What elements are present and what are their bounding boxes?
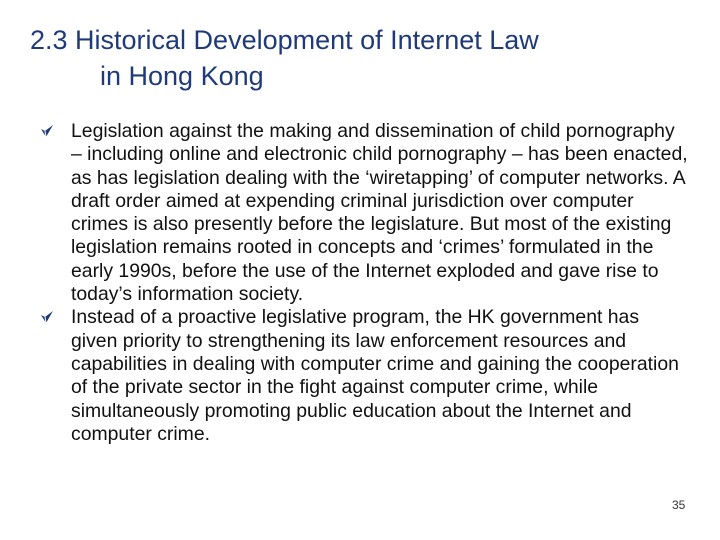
bullet-item-legislation [40,120,690,306]
page-number: 35 [672,498,686,512]
bullet-text: Legislation against the making and dissemination of child pornography – including online and electronic child pornography – has been enacted, as has legislation dealing with the ‘wiretapping’ of computer networks. A draft order aimed at expending criminal jurisdiction over computer crimes is also presently before the legislature. But most of the existing legislation remains rooted in concepts and ‘crimes’ formulated in the early 1990s, before the use of the Internet exploded and gave rise to today’s information society. [71,120,688,306]
slide-title [30,22,690,94]
bullet-list [40,120,690,446]
checkmark-diamond-icon [40,310,54,324]
bullet-item-proactive-program [40,306,690,446]
checkmark-diamond-icon [40,124,54,138]
bullet-text: Instead of a proactive legislative program, the HK government has given priority to strengthening its law enforcement resources and capabilities in dealing with computer crime and gaining the cooperation of the private sector in the fight against computer crime, while simultaneously promoting public education about the Internet and computer crime. [71,306,679,445]
slide-title-line2: in Hong Kong [100,61,264,91]
slide-title-line1: 2.3 Historical Development of Internet Law [30,25,539,55]
